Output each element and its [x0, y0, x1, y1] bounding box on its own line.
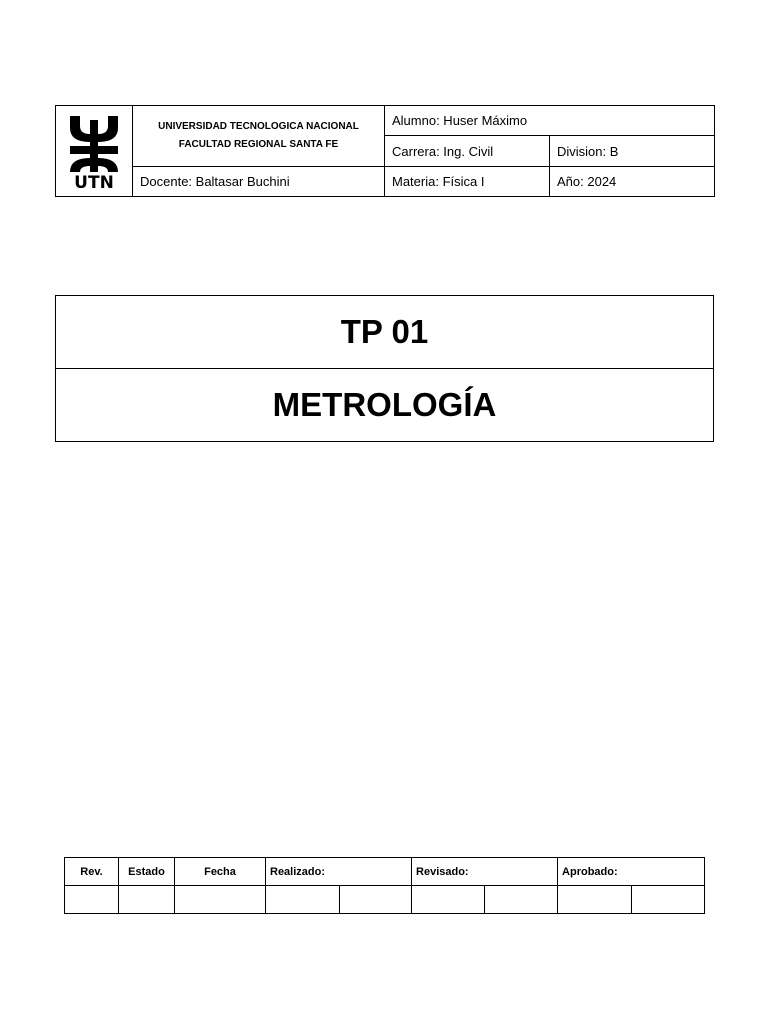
utn-emblem-icon — [66, 112, 122, 190]
materia-field: Materia: Física I — [385, 167, 550, 197]
aprobado-header: Aprobado: — [558, 858, 705, 886]
realizado-cell-1 — [266, 886, 340, 914]
docente-field: Docente: Baltasar Buchini — [133, 167, 385, 197]
estado-header: Estado — [119, 858, 175, 886]
title-table — [55, 295, 714, 442]
carrera-field: Carrera: Ing. Civil — [385, 136, 550, 167]
subject-title: METROLOGÍA — [56, 369, 714, 442]
revisado-cell-2 — [485, 886, 558, 914]
revision-table — [64, 857, 705, 914]
aprobado-cell-2 — [632, 886, 705, 914]
fecha-header: Fecha — [175, 858, 266, 886]
fecha-cell — [175, 886, 266, 914]
institution-cell — [133, 106, 385, 167]
university-name: UNIVERSIDAD TECNOLOGICA NACIONAL — [158, 121, 359, 132]
estado-cell — [119, 886, 175, 914]
utn-logo-text: UTN — [74, 173, 114, 190]
faculty-name: FACULTAD REGIONAL SANTA FE — [178, 139, 339, 150]
tp-code-title: TP 01 — [56, 296, 714, 369]
alumno-field: Alumno: Huser Máximo — [385, 106, 715, 136]
aprobado-cell-1 — [558, 886, 632, 914]
realizado-cell-2 — [340, 886, 412, 914]
division-field: Division: B — [550, 136, 715, 167]
rev-cell — [65, 886, 119, 914]
header-table — [55, 105, 715, 197]
realizado-header: Realizado: — [266, 858, 412, 886]
rev-header: Rev. — [65, 858, 119, 886]
revisado-header: Revisado: — [412, 858, 558, 886]
revisado-cell-1 — [412, 886, 485, 914]
logo-cell — [56, 106, 133, 197]
anio-field: Año: 2024 — [550, 167, 715, 197]
